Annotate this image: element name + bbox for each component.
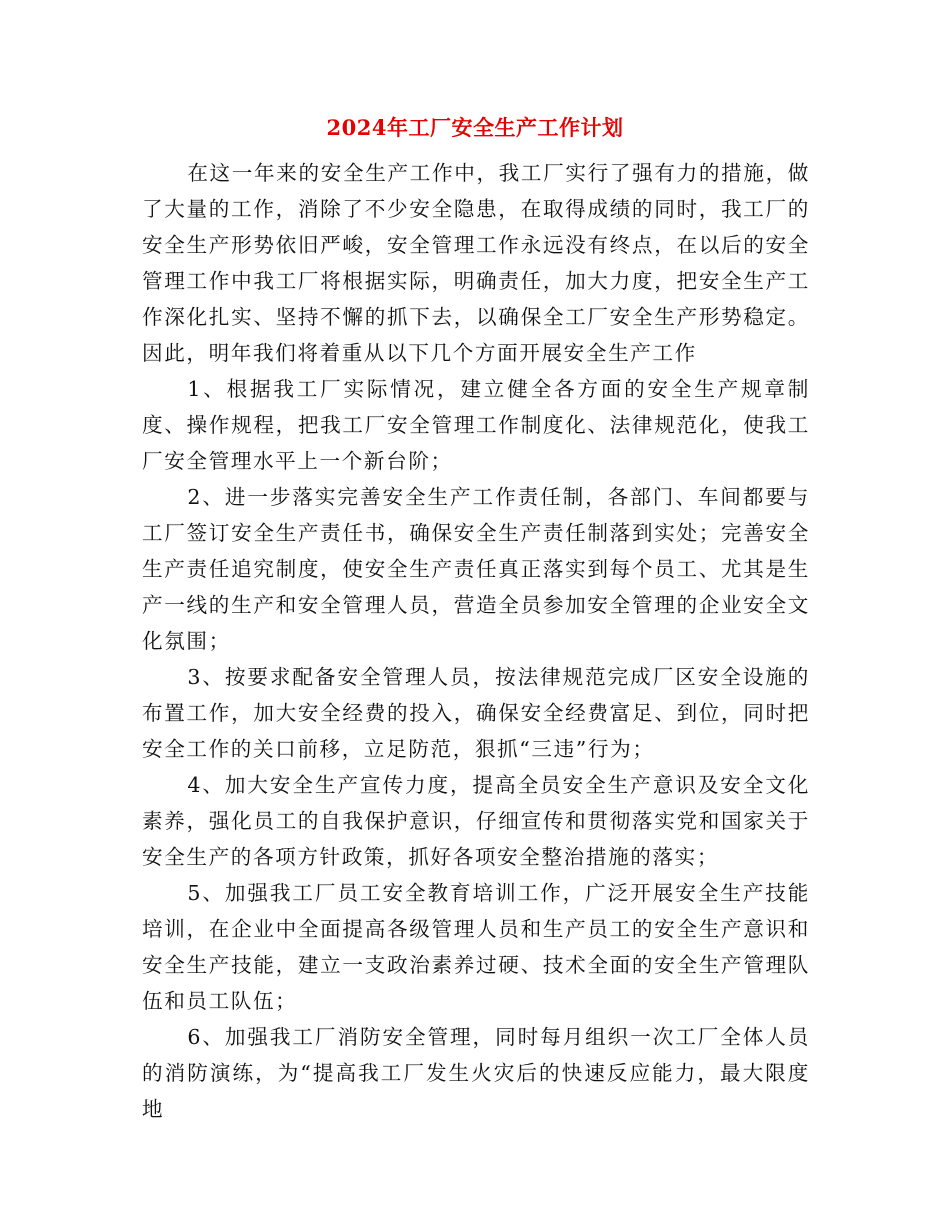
paragraph-item-4: 4、加大安全生产宣传力度，提高全员安全生产意识及安全文化素养，强化员工的自我保护意识，仔细宣传和贯彻落实党和国家关于安全生产的各项方针政策，抓好各项安全整治措施的落实； bbox=[142, 773, 810, 869]
paragraph-item-1: 1、根据我工厂实际情况，建立健全各方面的安全生产规章制度、操作规程，把我工厂安全管理工作制度化、法律规范化，使我工厂安全管理水平上一个新台阶； bbox=[142, 377, 810, 473]
paragraph-item-5: 5、加强我工厂员工安全教育培训工作，广泛开展安全生产技能培训，在企业中全面提高各级管理人员和生产员工的安全生产意识和安全生产技能，建立一支政治素养过硬、技术全面的安全生产管理队伍和员工队伍； bbox=[142, 881, 810, 1013]
paragraph-item-2: 2、进一步落实完善安全生产工作责任制，各部门、车间都要与工厂签订安全生产责任书，确保安全生产责任制落到实处；完善安全生产责任追究制度，使安全生产责任真正落实到每个员工、尤其是生产一线的生产和安全管理人员，营造全员参加安全管理的企业安全文化氛围； bbox=[142, 485, 810, 653]
document-body bbox=[142, 155, 810, 1127]
paragraph-intro: 在这一年来的安全生产工作中，我工厂实行了强有力的措施，做了大量的工作，消除了不少安全隐患，在取得成绩的同时，我工厂的安全生产形势依旧严峻，安全管理工作永远没有终点，在以后的安全管理工作中我工厂将根据实际，明确责任，加大力度，把安全生产工作深化扎实、坚持不懈的抓下去，以确保全工厂安全生产形势稳定。因此，明年我们将着重从以下几个方面开展安全生产工作 bbox=[142, 161, 810, 365]
paragraph-item-3: 3、按要求配备安全管理人员，按法律规范完成厂区安全设施的布置工作，加大安全经费的投入，确保安全经费富足、到位，同时把安全工作的关口前移，立足防范，狠抓“三违”行为； bbox=[142, 665, 810, 761]
document-title: 2024年工厂安全生产工作计划 bbox=[326, 115, 624, 140]
paragraph-item-6: 6、加强我工厂消防安全管理，同时每月组织一次工厂全体人员的消防演练，为“提高我工厂发生火灾后的快速反应能力，最大限度地 bbox=[142, 1025, 810, 1121]
